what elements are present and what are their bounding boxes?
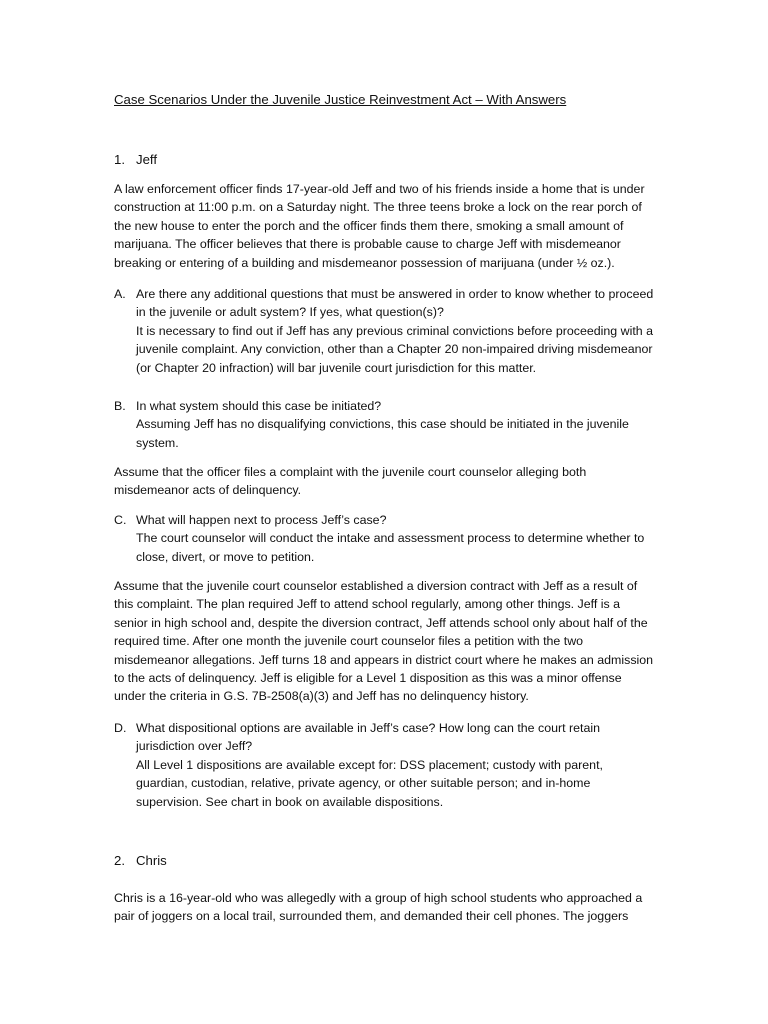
qa-letter: C. [114, 513, 127, 527]
case-name: Jeff [136, 152, 158, 167]
qa-item-d [114, 719, 658, 811]
qa-item-c [114, 511, 658, 566]
case-heading-chris [114, 853, 167, 868]
qa-letter: A. [114, 287, 126, 301]
case-number: 1. [114, 152, 125, 167]
qa-letter: D. [114, 721, 127, 735]
case-name: Chris [136, 853, 167, 868]
qa-question: What dispositional options are available in Jeff’s case? How long can the court retain jurisdiction over Jeff? [136, 721, 600, 754]
qa-item-a [114, 285, 658, 377]
case-heading-jeff [114, 152, 157, 167]
qa-question: Are there any additional questions that must be answered in order to know whether to proceed in the juvenile or adult system? If yes, what question(s)? [136, 287, 654, 320]
case-intro-jeff: A law enforcement officer finds 17-year-old Jeff and two of his friends inside a home that is under construction at 11:00 p.m. on a Saturday night. The three teens broke a lock on the rear porch of the new house to enter the porch and the officer finds them there, smoking a small amount of marijuana. The officer believes that there is probable cause to charge Jeff with misdemeanor breaking or entering of a building and misdemeanor possession of marijuana (under ½ oz.). [114, 182, 645, 270]
qa-answer: The court counselor will conduct the intake and assessment process to determine whether to close, divert, or move to petition. [136, 531, 645, 564]
qa-letter: B. [114, 399, 126, 413]
document-title: Case Scenarios Under the Juvenile Justice Reinvestment Act – With Answers [114, 92, 567, 107]
qa-answer: Assuming Jeff has no disqualifying convictions, this case should be initiated in the juvenile system. [136, 417, 629, 450]
qa-question: In what system should this case be initiated? [136, 399, 382, 413]
assumption-paragraph-2: Assume that the juvenile court counselor established a diversion contract with Jeff as a result of this complaint. The plan required Jeff to attend school regularly, among other things. Jeff is a senior in high school and, despite the diversion contract, Jeff attends school only about half of the required time. After one month the juvenile court counselor files a petition with the two misdemeanor allegations. Jeff turns 18 and appears in district court where he makes an admission to the acts of delinquency. Jeff is eligible for a Level 1 disposition as this was a minor offense under the criteria in G.S. 7B-2508(a)(3) and Jeff has no delinquency history. [114, 579, 654, 704]
qa-answer: All Level 1 dispositions are available except for: DSS placement; custody with parent, guardian, custodian, relative, private agency, or other suitable person; and in-home supervision. See chart in book on available dispositions. [136, 757, 603, 809]
case-number: 2. [114, 853, 125, 868]
case-intro-chris: Chris is a 16-year-old who was allegedly with a group of high school students who approached a pair of joggers on a local trail, surrounded them, and demanded their cell phones. The joggers [114, 891, 643, 924]
assumption-paragraph-1: Assume that the officer files a complaint with the juvenile court counselor alleging both misdemeanor acts of delinquency. [114, 465, 587, 498]
qa-question: What will happen next to process Jeff’s case? [136, 513, 387, 527]
qa-item-b [114, 397, 658, 452]
qa-answer: It is necessary to find out if Jeff has any previous criminal convictions before proceeding with a juvenile complaint. Any conviction, other than a Chapter 20 non-impaired driving misdemeanor (or Chapter 20 infraction) will bar juvenile court jurisdiction for this matter. [136, 323, 654, 375]
